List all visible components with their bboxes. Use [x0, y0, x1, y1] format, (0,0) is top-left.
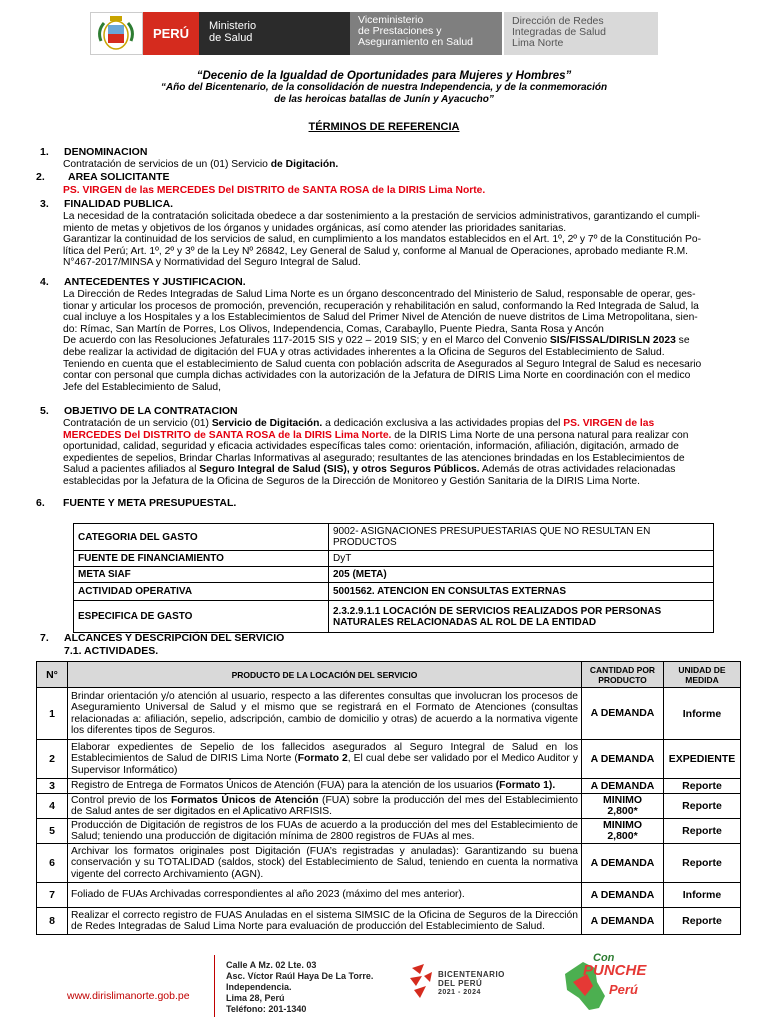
- budget-label: ESPECIFICA DE GASTO: [74, 601, 329, 633]
- budget-value: DyT: [329, 551, 714, 567]
- budget-row: [74, 551, 714, 567]
- budget-table: [73, 523, 714, 633]
- table-row: [37, 883, 741, 908]
- ministerio-label: Ministerio de Salud: [199, 12, 350, 55]
- section-3-heading: 3. FINALIDAD PUBLICA.: [40, 198, 174, 210]
- punche-peru-text: Perú: [609, 982, 638, 997]
- row-number: 4: [37, 794, 68, 819]
- bicentenario-logo: [408, 962, 518, 1002]
- row-unit: Reporte: [664, 779, 741, 794]
- row-number: 7: [37, 883, 68, 908]
- row-number: 6: [37, 844, 68, 883]
- bicentenario-text: BICENTENARIO: [438, 970, 505, 979]
- row-number: 1: [37, 688, 68, 740]
- row-unit: Reporte: [664, 819, 741, 844]
- row-description: Producción de Digitación de registros de los FUAs de acuerdo a la producción del mes del Establecimiento de Salud; teniendo una producción de digitación mínima de 2800 registros de FUAs al mes.: [68, 819, 582, 844]
- budget-label: FUENTE DE FINANCIAMIENTO: [74, 551, 329, 567]
- budget-value: 2.3.2.9.1.1 LOCACIÓN DE SERVICIOS REALIZADOS POR PERSONAS NATURALES RELACIONADAS AL ROL DE LA ENTIDAD: [329, 601, 714, 633]
- budget-row: [74, 583, 714, 601]
- section-2-heading: 2. AREA SOLICITANTE: [36, 171, 170, 183]
- row-description: Elaborar expedientes de Sepelio de los fallecidos asegurados al Seguro Integral de Salud en los Establecimientos de Salud de DIRIS Lima Norte (Formato 2, El cual debe ser validado por el Medico Auditor y Supervisor Informático): [68, 740, 582, 779]
- table-row: [37, 819, 741, 844]
- header-logo-bar: [90, 12, 658, 55]
- budget-row: [74, 601, 714, 633]
- row-description: Archivar los formatos originales post Digitación (FUA’s registradas y anuladas): Garantizando su buena conservación y su TOTALIDAD (saldos, stock) del Establecimiento de Salud, teniendo en cuenta la normativa vigente del correcto Archivamiento (AGN).: [68, 844, 582, 883]
- col-header-unit: UNIDAD DE MEDIDA: [664, 662, 741, 688]
- row-description: Control previo de los Formatos Únicos de Atención (FUA) sobre la producción del mes del Establecimiento de Salud antes de ser digitados en el Aplicativo ARFISIS.: [68, 794, 582, 819]
- row-quantity: A DEMANDA: [582, 740, 664, 779]
- section-4-text: La Dirección de Redes Integradas de Salud Lima Norte es un órgano desconcentrado del Ministerio de Salud, responsable de operar, ges- tionar y articular los procesos de promoción, prevención, recuperación y rehabilitación en salud, conformando la Red Integrada de Salud, la cual incluye a los Hospitales y a los Establecimientos de Salud del Primer Nivel de Atención de nueve distritos de Lima Metropolitana, sien- do: Rímac, San Martín de Porres, Los Olivos, Independencia, Comas, Carabayllo, Puente Piedra, Santa Rosa y Ancón De acuerdo con las Resoluciones Jefaturales 117-2015 SIS y 022 – 2019 SIS; y en el Marco del Convenio SIS/FISSAL/DIRISLN 2023 se debe realizar la actividad de digitación del FUA y otras actividades inherentes a la Oficina de Seguros del Establecimiento de Salud. Teniendo en cuenta que el establecimiento de Salud cuenta con población adscrita de Asegurados al Seguro Integral de Salud es necesario contar con personal que cumpla dichas actividades con la autorización de la Jefatura de DIRIS Lima Norte en coordinación con el medico Jefe del Establecimiento de Salud,: [63, 289, 702, 393]
- row-description: Foliado de FUAs Archivadas correspondientes al año 2023 (máximo del mes anterior).: [68, 883, 582, 908]
- col-header-quantity: CANTIDAD POR PRODUCTO: [582, 662, 664, 688]
- budget-label: META SIAF: [74, 567, 329, 583]
- row-description: Realizar el correcto registro de FUAS Anuladas en el sistema SIMSIC de la Oficina de Seguros de la Dirección de Redes Integradas de Salud Lima Norte para evaluación de producción del Establecimiento de Salud.: [68, 908, 582, 935]
- punche-con-text: Con: [593, 952, 615, 964]
- row-number: 2: [37, 740, 68, 779]
- col-header-n: N°: [37, 662, 68, 688]
- activities-table: [36, 661, 741, 935]
- table-row: [37, 779, 741, 794]
- col-header-product: PRODUCTO DE LA LOCACIÓN DEL SERVICIO: [68, 662, 582, 688]
- budget-value: 9002- ASIGNACIONES PRESUPUESTARIAS QUE NO RESULTAN EN PRODUCTOS: [329, 524, 714, 551]
- table-row: [37, 844, 741, 883]
- row-unit: EXPEDIENTE: [664, 740, 741, 779]
- budget-row: [74, 524, 714, 551]
- row-quantity: A DEMANDA: [582, 908, 664, 935]
- section-7-heading: 7. ALCANCES Y DESCRIPCIÓN DEL SERVICIO: [40, 632, 285, 644]
- anio-line-2: de las heroicas batallas de Junín y Ayacucho”: [274, 94, 494, 105]
- row-description: Brindar orientación y/o atención al usuario, respecto a las diferentes consultas que involucran los procesos de Aseguramiento Universal de Salud y el mismo que se registrará en el Formato de Atenciones (consultas relacionadas a: afiliación, sepelio, adscripción, cambio de domicilio y otras) de acuerdo a la normativa vigente los diferentes tipos de Seguros.: [68, 688, 582, 740]
- budget-row: [74, 567, 714, 583]
- section-4-heading: 4. ANTECEDENTES Y JUSTIFICACION.: [40, 276, 246, 288]
- row-number: 5: [37, 819, 68, 844]
- peru-label: PERÚ: [143, 12, 199, 55]
- row-quantity: A DEMANDA: [582, 883, 664, 908]
- area-solicitante: PS. VIRGEN de las MERCEDES Del DISTRITO de SANTA ROSA de la DIRIS Lima Norte.: [63, 185, 486, 196]
- budget-label: CATEGORIA DEL GASTO: [74, 524, 329, 551]
- con-punche-peru-logo: [553, 952, 653, 1014]
- bicentenario-text: DEL PERÚ: [438, 979, 483, 988]
- row-unit: Reporte: [664, 908, 741, 935]
- row-quantity: A DEMANDA: [582, 779, 664, 794]
- punche-main-text: PUNCHE: [583, 962, 647, 979]
- budget-value: 5001562. ATENCION EN CONSULTAS EXTERNAS: [329, 583, 714, 601]
- section-6-heading: 6. FUENTE Y META PRESUPUESTAL.: [36, 497, 237, 509]
- row-unit: Reporte: [664, 794, 741, 819]
- row-description: Registro de Entrega de Formatos Únicos de Atención (FUA) para la atención de los usuarios (Formato 1).: [68, 779, 582, 794]
- section-7-1-heading: 7.1. ACTIVIDADES.: [64, 645, 159, 657]
- row-unit: Informe: [664, 688, 741, 740]
- row-unit: Informe: [664, 883, 741, 908]
- row-number: 8: [37, 908, 68, 935]
- section-5-text: Contratación de un servicio (01) Servicio de Digitación. a dedicación exclusiva a las actividades propias del PS. VIRGEN de las MERCEDES Del DISTRITO de SANTA ROSA de la DIRIS Lima Norte. de la DIRIS Lima Norte de una persona natural para realizar con oportunidad, calidad, seguridad y eficacia actividades específicas tales como: orientación, información, afiliación, digitación, armado de expedientes de sepelios, Brindar Charlas Informativas al asegurado; resultantes de las atenciones brindadas en los Establecimientos de Salud a pacientes afiliados al Seguro Integral de Salud (SIS), y otros Seguros Públicos. Además de otras actividades relacionadas establecidas por la Jefatura de la Oficina de Seguros de la Dirección de Monitoreo y Gestión Sanitaria de la DIRIS Lima Norte.: [63, 418, 689, 487]
- row-quantity: A DEMANDA: [582, 844, 664, 883]
- table-row: [37, 908, 741, 935]
- bicentenario-emblem-icon: [408, 962, 436, 1002]
- anio-line-1: “Año del Bicentenario, de la consolidación de nuestra Independencia, y de la conmemoración: [160, 82, 608, 93]
- peru-coat-of-arms-icon: [90, 12, 143, 55]
- footer-address: Calle A Mz. 02 Lte. 03 Asc. Víctor Raúl Haya De La Torre. Independencia. Lima 28, Perú Teléfono: 201-1340: [226, 960, 374, 1014]
- viceministerio-label: Viceministerio de Prestaciones y Aseguramiento en Salud: [350, 12, 502, 55]
- section-1-text: Contratación de servicios de un (01) Servicio de Digitación.: [63, 159, 339, 170]
- activities-header-row: [37, 662, 741, 688]
- budget-label: ACTIVIDAD OPERATIVA: [74, 583, 329, 601]
- decenio-line: “Decenio de la Igualdad de Oportunidades para Mujeres y Hombres”: [196, 70, 572, 82]
- footer-divider: [214, 955, 215, 1017]
- row-quantity: MINIMO 2,800*: [582, 794, 664, 819]
- row-quantity: MINIMO 2,800*: [582, 819, 664, 844]
- direccion-label: Dirección de Redes Integradas de Salud Lima Norte: [504, 12, 658, 55]
- bicentenario-years: 2021 - 2024: [438, 989, 481, 996]
- row-unit: Reporte: [664, 844, 741, 883]
- section-1-heading: 1. DENOMINACION: [40, 146, 148, 158]
- table-row: [37, 794, 741, 819]
- section-5-heading: 5. OBJETIVO DE LA CONTRATACION: [40, 405, 238, 417]
- table-row: [37, 688, 741, 740]
- row-quantity: A DEMANDA: [582, 688, 664, 740]
- footer-website-link[interactable]: www.dirislimanorte.gob.pe: [67, 990, 190, 1002]
- row-number: 3: [37, 779, 68, 794]
- table-row: [37, 740, 741, 779]
- document-title: TÉRMINOS DE REFERENCIA: [308, 121, 460, 133]
- section-3-text: La necesidad de la contratación solicitada obedece a dar sostenimiento a la prestación de servicios administrativos, garantizando el cumpli- miento de metas y objetivos de los órganos y unidades orgánicas, así como atender las prioridades sanitarias. Garantizar la continuidad de los servicios de salud, en cumplimiento a los mandatos establecidos en el Art. 1º, 2º y 7º de la Constitución Po- lítica del Perú; Art. 1º, 2º y 3º de la Ley Nº 26842, Ley General de Salud y, conforme al Manual de Operaciones, aprobado mediante R.M. N°467-2017/MINSA y Normatividad del Seguro Integral de Salud.: [63, 211, 702, 269]
- budget-value: 205 (META): [329, 567, 714, 583]
